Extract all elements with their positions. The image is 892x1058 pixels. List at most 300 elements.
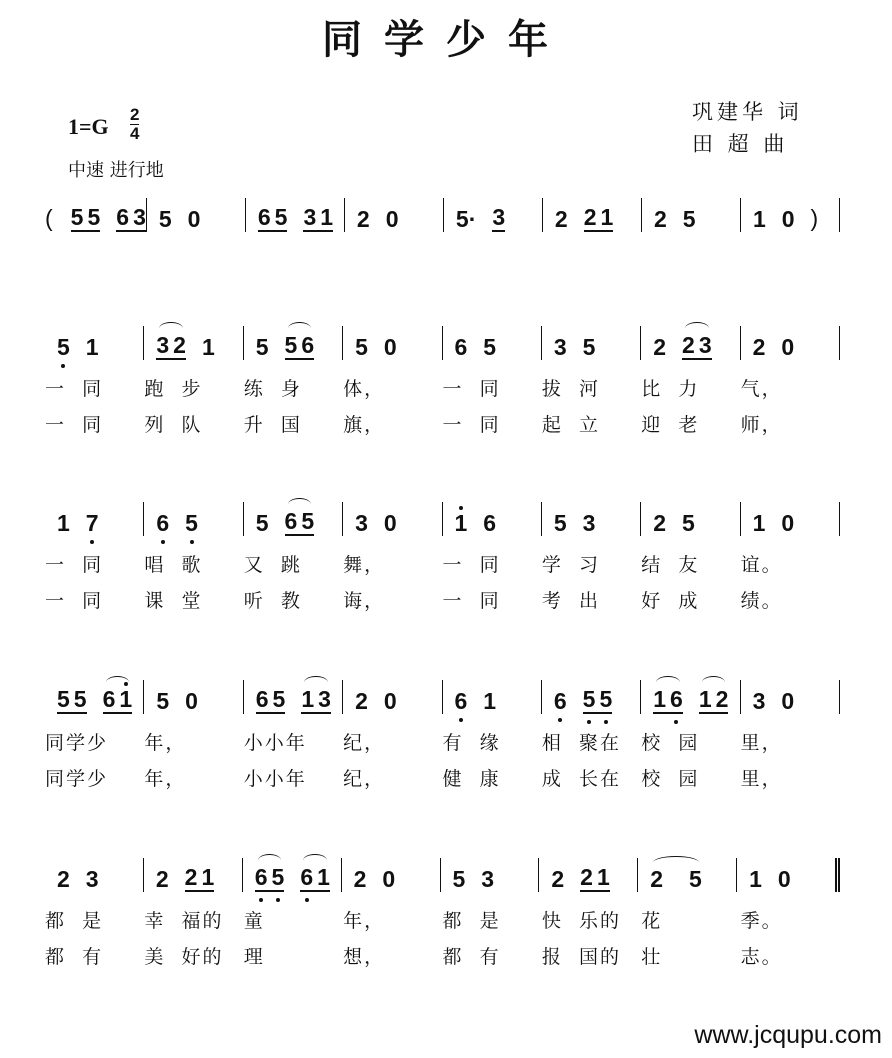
note-group: [483, 688, 496, 714]
note: 5: [599, 686, 612, 712]
note: 1: [320, 204, 334, 230]
high-octave-dot: [124, 682, 128, 686]
lyric-measure: 旗，: [343, 413, 386, 436]
note-group: [554, 510, 567, 536]
lyric-measure: 听 教: [243, 589, 302, 612]
note: 1: [653, 686, 667, 712]
note: 1: [85, 334, 99, 360]
note-group: [159, 206, 172, 232]
lyric-measure: 理: [243, 945, 265, 968]
note: 1: [752, 510, 766, 536]
note-group: [354, 866, 367, 892]
note: 0: [781, 510, 795, 536]
measure: [542, 198, 641, 232]
note-group: [384, 510, 397, 536]
note: 5: [255, 334, 269, 360]
note-group: [483, 334, 496, 360]
low-octave-dot: [190, 540, 194, 544]
lyric-measure: 一 同: [442, 553, 501, 576]
lyric-measure: 校 园: [641, 767, 700, 790]
measure: [341, 858, 440, 892]
note-group: [355, 688, 368, 714]
note: 6: [554, 688, 567, 714]
lyric-measure: 体，: [343, 377, 386, 400]
note-group: [86, 510, 99, 536]
note: 2: [184, 864, 198, 890]
measure: [541, 326, 640, 360]
measure: [245, 198, 344, 232]
measure: [538, 858, 637, 892]
key-signature: 1=G: [68, 114, 109, 139]
note-group: [683, 206, 696, 232]
lyric-measure: 学 习: [541, 553, 600, 576]
low-octave-dot: [161, 540, 165, 544]
note: 5: [682, 206, 696, 232]
beamed-group: [301, 686, 331, 714]
measure: [740, 326, 840, 360]
close-paren: ): [810, 205, 819, 231]
beamed-group: [285, 332, 315, 360]
beamed-group: [300, 864, 330, 892]
lyricist: 巩建华 词: [692, 100, 803, 124]
note-group: [455, 334, 468, 360]
lyric-verse-1: [45, 726, 840, 756]
lyric-measure: 校 园: [641, 731, 700, 754]
note-group: [653, 334, 666, 360]
note: 5: [272, 864, 285, 890]
note-group: [456, 206, 476, 232]
note: 5: [70, 204, 84, 230]
note-group: [551, 866, 564, 892]
note-group: [583, 510, 596, 536]
note: 2: [580, 864, 593, 890]
beamed-group: [584, 204, 614, 232]
note: 1: [201, 334, 215, 360]
note-group: [653, 510, 666, 536]
lyric-measure: 想，: [343, 945, 386, 968]
credits: [692, 96, 803, 160]
score-line: [45, 326, 840, 438]
note: 2: [353, 866, 367, 892]
meter-bottom: 4: [130, 124, 140, 143]
note-group: [86, 334, 99, 360]
note: 1: [483, 688, 497, 714]
beamed-group: [103, 686, 133, 714]
note: 6: [102, 686, 116, 712]
watermark: www.jcqupu.com: [694, 1021, 882, 1049]
note-group: [654, 206, 667, 232]
lyric-measure: 气，: [740, 377, 783, 400]
note-group: [384, 334, 397, 360]
lyric-measure: 小小年: [243, 767, 307, 790]
note-group: [357, 206, 370, 232]
low-octave-dot: [674, 720, 678, 724]
lyric-measure: 好 成: [641, 589, 700, 612]
song-title: 同学少年: [322, 16, 570, 63]
note-group: [202, 334, 215, 360]
note: 5: [582, 334, 596, 360]
measure: [442, 680, 541, 714]
note: 2: [554, 206, 568, 232]
note-group: [185, 688, 198, 714]
note: 5: [272, 686, 286, 712]
note-group: [481, 866, 494, 892]
lyric-measure: 一 同: [442, 377, 501, 400]
note: 5: [156, 688, 170, 714]
note: 0: [383, 688, 397, 714]
note-group: [650, 866, 702, 892]
note: 0: [382, 866, 396, 892]
lyric-measure: 诲，: [343, 589, 386, 612]
note: 1: [749, 866, 762, 892]
note-group: [781, 334, 794, 360]
note-group: [781, 688, 794, 714]
low-octave-dot: [459, 718, 463, 722]
measure: [342, 326, 441, 360]
measure: [740, 502, 840, 536]
low-octave-dot: [276, 898, 280, 902]
lyric-measure: 年，: [343, 909, 386, 932]
measure: [541, 680, 640, 714]
tempo-marking: 中速 进行地: [68, 160, 164, 181]
note-group: [753, 688, 766, 714]
note: 5: [553, 510, 567, 536]
note: 0: [781, 206, 795, 232]
high-octave-dot: [459, 506, 463, 510]
note: 3: [582, 510, 596, 536]
note: 6: [284, 508, 298, 534]
lyric-measure: 纪，: [343, 767, 386, 790]
beamed-group: [185, 864, 215, 892]
beamed-group: [116, 204, 146, 232]
note: 2: [682, 332, 695, 358]
note-group: [483, 510, 496, 536]
lyric-measure: 童: [243, 909, 265, 932]
note: 6: [255, 864, 268, 890]
note: 0: [781, 688, 795, 714]
lyric-measure: 成 长在: [541, 767, 621, 790]
score-line: [45, 680, 840, 792]
note: 2: [57, 866, 70, 892]
measure: [143, 502, 242, 536]
lyric-measure: 相 聚在: [541, 731, 621, 754]
note: 0: [385, 206, 399, 232]
note: 5: [682, 510, 695, 536]
lyric-measure: 迎 老: [641, 413, 700, 436]
open-paren: (: [45, 205, 53, 231]
measure: [143, 858, 242, 892]
lyric-measure: 一 同: [45, 377, 104, 400]
beamed-group: [255, 864, 285, 892]
note: 3: [553, 334, 567, 360]
note: 3: [355, 510, 368, 536]
lyric-verse-2: [45, 940, 840, 970]
measure: [45, 858, 143, 892]
note-group: [455, 510, 468, 536]
measure: [342, 502, 441, 536]
meter-top: 2: [130, 105, 140, 124]
lyric-measure: 都 有: [442, 945, 501, 968]
notes-row: [45, 680, 840, 714]
note: 5: [158, 206, 172, 232]
notes-row: [45, 326, 840, 360]
low-octave-dot: [305, 898, 309, 902]
note: 3: [492, 204, 506, 230]
note: 5: [355, 334, 368, 360]
measure: [442, 326, 541, 360]
low-octave-dot: [61, 364, 65, 368]
lyric-verse-1: [45, 904, 840, 934]
lyric-measure: 师，: [740, 413, 783, 436]
beamed-group: [492, 204, 505, 232]
lyric-measure: 都 有: [45, 945, 104, 968]
lyric-verse-1: [45, 548, 840, 578]
low-octave-dot: [604, 720, 608, 724]
lyric-measure: 年，: [144, 731, 187, 754]
score-line: [45, 858, 840, 970]
note: 0: [781, 334, 795, 360]
beamed-group: [653, 686, 683, 714]
measure: [440, 858, 539, 892]
measure: [637, 858, 736, 892]
lyric-verse-2: [45, 762, 840, 792]
note: 0: [383, 334, 397, 360]
note: 1: [752, 206, 766, 232]
lyric-measure: 舞，: [343, 553, 386, 576]
note: 6: [300, 864, 313, 890]
note: 3: [318, 686, 331, 712]
lyric-measure: 起 立: [541, 413, 600, 436]
note: 2: [173, 332, 186, 358]
lyric-measure: 花: [641, 909, 663, 932]
lyric-measure: 健 康: [442, 767, 501, 790]
lyric-verse-1: [45, 372, 840, 402]
measure: [45, 198, 146, 232]
note-group: [778, 866, 791, 892]
note-group: [555, 206, 568, 232]
measure: [740, 680, 840, 714]
note: 3: [698, 332, 712, 358]
lyric-measure: 谊。: [740, 553, 783, 576]
note: 3: [303, 204, 317, 230]
lyric-measure: 比 力: [641, 377, 700, 400]
note: 2: [752, 334, 766, 360]
note: 3: [133, 204, 146, 230]
lyric-measure: 美 好的: [144, 945, 224, 968]
measure: [45, 326, 143, 360]
score-line: [45, 502, 840, 614]
note-group: [384, 688, 397, 714]
measure: [242, 858, 341, 892]
note: 5: [274, 204, 288, 230]
lyric-measure: 列 队: [144, 413, 203, 436]
measure: [243, 680, 342, 714]
note: 5: [452, 866, 466, 892]
lyric-verse-2: [45, 584, 840, 614]
note: 5: [284, 332, 298, 358]
note: 2: [155, 866, 169, 892]
beamed-group: [256, 686, 286, 714]
note: 6: [483, 510, 497, 536]
lyric-measure: 课 堂: [144, 589, 203, 612]
note-group: [682, 510, 695, 536]
low-octave-dot: [558, 718, 562, 722]
lyric-measure: 唱 歌: [144, 553, 203, 576]
measure: [45, 680, 143, 714]
note: 2: [650, 866, 664, 892]
measure: [243, 326, 342, 360]
measure: [342, 680, 441, 714]
note: 2: [356, 206, 370, 232]
note: 1: [600, 204, 614, 230]
note-group: [156, 866, 169, 892]
note: 1: [301, 686, 315, 712]
lyric-measure: 升 国: [243, 413, 302, 436]
note: 5: [583, 686, 596, 712]
note-group: [782, 206, 795, 232]
beamed-group: [580, 864, 610, 892]
beamed-group: [285, 508, 315, 536]
measure: [640, 326, 739, 360]
note: 5: [57, 686, 70, 712]
lyric-verse-2: [45, 408, 840, 438]
low-octave-dot: [90, 540, 94, 544]
lyric-measure: 拔 河: [541, 377, 600, 400]
notes-row: [45, 858, 840, 892]
beamed-group: [583, 686, 613, 714]
lyric-measure: 季。: [740, 909, 783, 932]
measure: [640, 680, 739, 714]
lyric-measure: 一 同: [45, 589, 104, 612]
lyric-measure: 跑 步: [144, 377, 203, 400]
beamed-group: [699, 686, 729, 714]
note-group: [57, 334, 70, 360]
note-group: [355, 510, 368, 536]
note: 0: [185, 688, 198, 714]
lyric-measure: 里，: [740, 767, 783, 790]
note: 5·: [455, 206, 477, 232]
note-group: [753, 510, 766, 536]
note: 6: [301, 332, 315, 358]
note-group: [753, 334, 766, 360]
low-octave-dot: [259, 898, 263, 902]
measure: [45, 502, 143, 536]
note: 5: [185, 510, 198, 536]
note: 5: [87, 204, 101, 230]
note-group: [256, 510, 269, 536]
note-group: [554, 334, 567, 360]
note: 3: [156, 332, 170, 358]
lyric-measure: 一 同: [442, 589, 501, 612]
measure: [640, 502, 739, 536]
note-group: [749, 866, 762, 892]
note-group: [455, 688, 468, 714]
composer: 田 超 曲: [692, 132, 789, 156]
lyric-measure: 幸 福的: [144, 909, 224, 932]
note: 7: [86, 510, 99, 536]
note: 1: [596, 864, 610, 890]
note: 1: [455, 510, 468, 536]
measure: [146, 198, 245, 232]
note: 5: [57, 334, 70, 360]
measure: [740, 198, 840, 232]
note-group: [355, 334, 368, 360]
note: 2: [355, 688, 368, 714]
note: 0: [777, 866, 791, 892]
note: 5: [483, 334, 497, 360]
measure: [442, 502, 541, 536]
note: 5: [301, 508, 315, 534]
lyric-measure: 壮: [641, 945, 663, 968]
note-group: [156, 510, 169, 536]
note: 1: [201, 864, 215, 890]
note: 2: [653, 510, 667, 536]
note: 2: [551, 866, 565, 892]
note-group: [57, 510, 70, 536]
note: 0: [187, 206, 201, 232]
note: 5: [689, 866, 702, 892]
note: 6: [156, 510, 169, 536]
note-group: [188, 206, 201, 232]
note-group: [156, 688, 169, 714]
measure: [541, 502, 640, 536]
note-group: [256, 334, 269, 360]
note-group: [781, 510, 794, 536]
lyric-measure: 小小年: [243, 731, 307, 754]
note: 2: [653, 206, 667, 232]
lyric-measure: 纪，: [343, 731, 386, 754]
note: 3: [752, 688, 766, 714]
beamed-group: [258, 204, 288, 232]
low-octave-dot: [587, 720, 591, 724]
measure: [143, 680, 242, 714]
lyric-measure: 报 国的: [541, 945, 621, 968]
lyric-measure: 同学少: [45, 731, 109, 754]
lyric-measure: 结 友: [641, 553, 700, 576]
note: 6: [116, 204, 130, 230]
note: 3: [85, 866, 99, 892]
note: 6: [255, 686, 269, 712]
beamed-group: [57, 686, 87, 714]
measure: [344, 198, 443, 232]
note-group: [583, 334, 596, 360]
note-group: [185, 510, 198, 536]
beamed-group: [71, 204, 101, 232]
lyric-measure: 都 是: [442, 909, 501, 932]
note: 2: [583, 204, 597, 230]
time-signature: [130, 106, 139, 143]
note: 0: [383, 510, 397, 536]
beamed-group: [156, 332, 186, 360]
note-group: [386, 206, 399, 232]
note: 5: [73, 686, 87, 712]
note-group: [753, 206, 766, 232]
note: 6: [454, 334, 468, 360]
lyric-measure: 同学少: [45, 767, 109, 790]
lyric-measure: 练 身: [243, 377, 302, 400]
lyric-measure: 绩。: [740, 589, 783, 612]
lyric-measure: 又 跳: [243, 553, 302, 576]
lyric-measure: 一 同: [45, 553, 104, 576]
measure: [243, 502, 342, 536]
note: 6: [455, 688, 468, 714]
measure: [143, 326, 242, 360]
note: 1: [317, 864, 330, 890]
lyric-measure: 都 是: [45, 909, 104, 932]
lyric-measure: 志。: [740, 945, 783, 968]
lyric-measure: 快 乐的: [541, 909, 621, 932]
lyric-measure: 一 同: [45, 413, 104, 436]
